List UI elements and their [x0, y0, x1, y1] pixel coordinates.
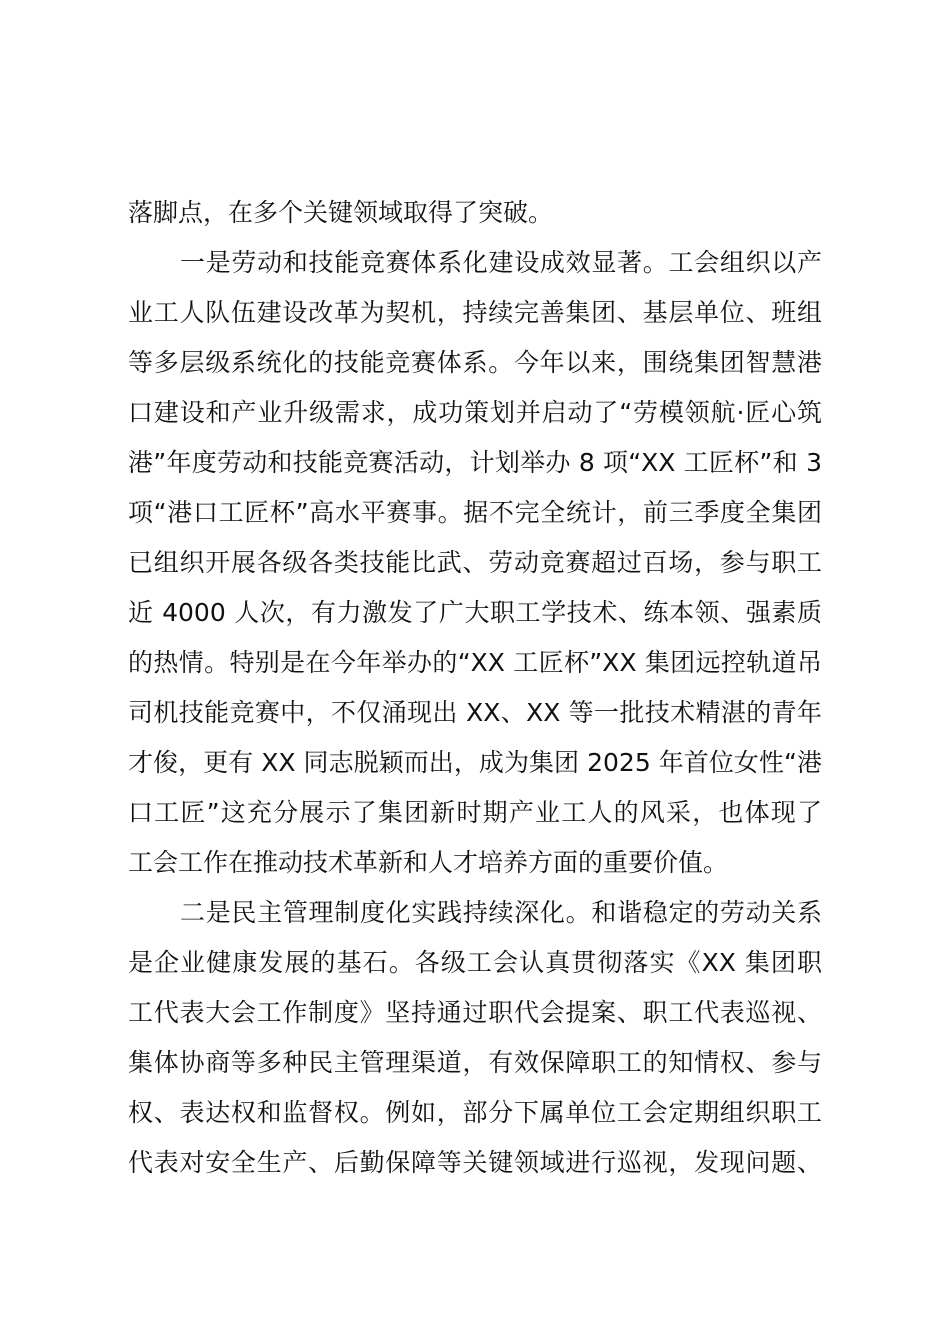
text-line: 工代表大会工作制度》坚持通过职代会提案、职工代表巡视、 — [128, 998, 822, 1027]
text-line: 口建设和产业升级需求，成功策划并启动了“劳模领航·匠心筑 — [128, 398, 822, 427]
text-line: 口工匠”这充分展示了集团新时期产业工人的风采，也体现了 — [128, 798, 822, 827]
text-line: 等多层级系统化的技能竞赛体系。今年以来，围绕集团智慧港 — [128, 348, 822, 377]
text-line: 的热情。特别是在今年举办的“XX 工匠杯”XX 集团远控轨道吊 — [128, 648, 822, 677]
text-line: 代表对安全生产、后勤保障等关键领域进行巡视，发现问题、 — [128, 1148, 822, 1177]
text-line: 已组织开展各级各类技能比武、劳动竞赛超过百场，参与职工 — [128, 548, 822, 577]
text-line: 项“港口工匠杯”高水平赛事。据不完全统计，前三季度全集团 — [128, 498, 822, 527]
paragraph-first-line: 一是劳动和技能竞赛体系化建设成效显著。工会组织以产 — [180, 248, 822, 277]
text-line: 工会工作在推动技术革新和人才培养方面的重要价值。 — [128, 848, 729, 877]
text-line: 业工人队伍建设改革为契机，持续完善集团、基层单位、班组 — [128, 298, 822, 327]
text-line: 司机技能竞赛中，不仅涌现出 XX、XX 等一批技术精湛的青年 — [128, 698, 822, 727]
text-line: 集体协商等多种民主管理渠道，有效保障职工的知情权、参与 — [128, 1048, 822, 1077]
text-line: 近 4000 人次，有力激发了广大职工学技术、练本领、强素质 — [128, 598, 822, 627]
text-line: 落脚点，在多个关键领域取得了突破。 — [128, 198, 554, 227]
text-line: 是企业健康发展的基石。各级工会认真贯彻落实《XX 集团职 — [128, 948, 822, 977]
document-body — [128, 188, 822, 1188]
text-line: 才俊，更有 XX 同志脱颖而出，成为集团 2025 年首位女性“港 — [128, 748, 822, 777]
text-line: 权、表达权和监督权。例如，部分下属单位工会定期组织职工 — [128, 1098, 822, 1127]
text-line: 港”年度劳动和技能竞赛活动，计划举办 8 项“XX 工匠杯”和 3 — [128, 448, 822, 477]
paragraph-first-line: 二是民主管理制度化实践持续深化。和谐稳定的劳动关系 — [180, 898, 822, 927]
